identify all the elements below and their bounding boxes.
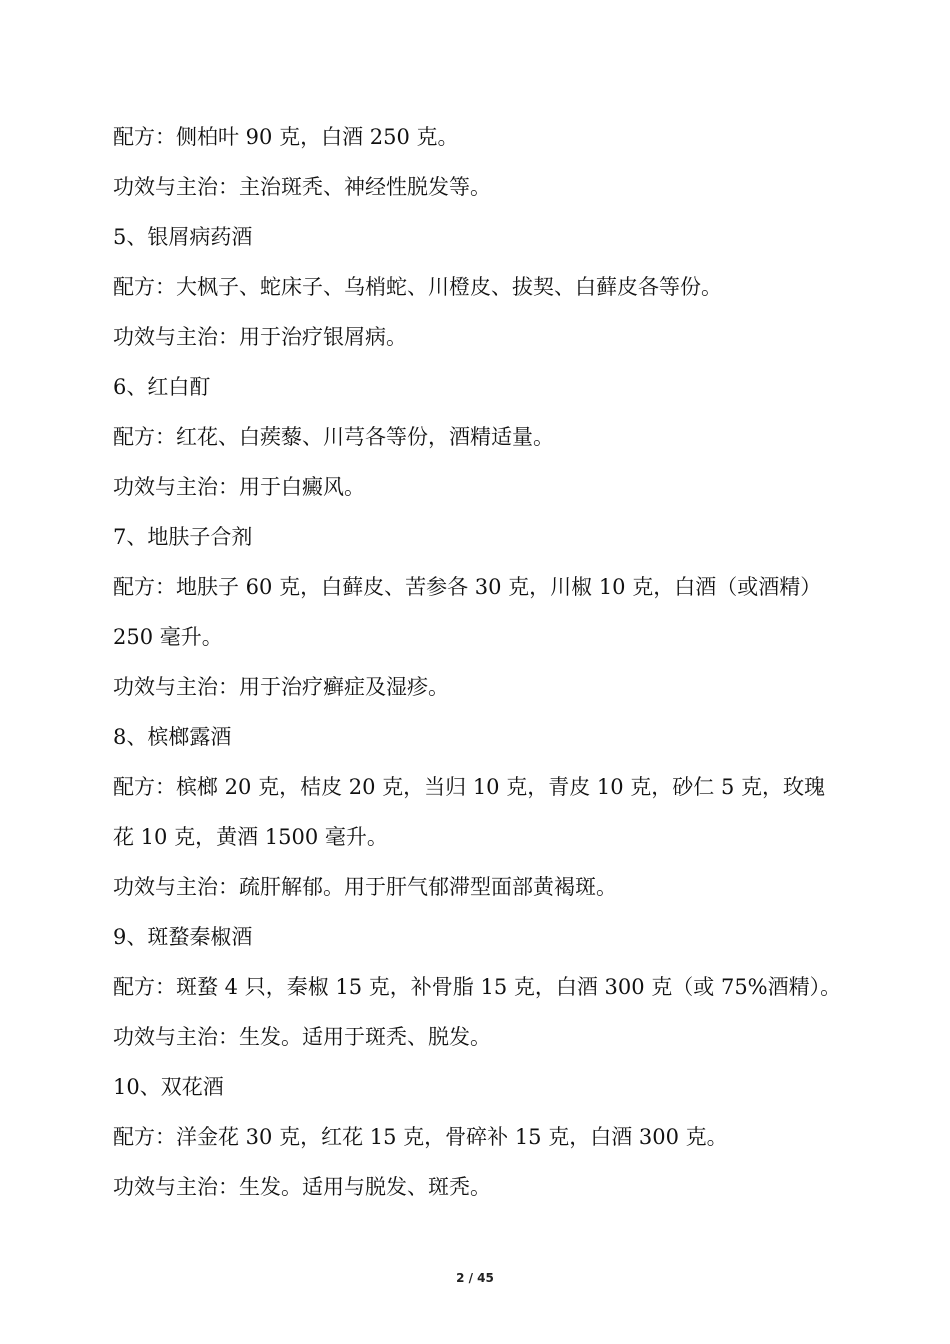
formula-line: 配方：红花、白蒺藜、川芎各等份，酒精适量。: [113, 425, 554, 449]
efficacy-line: 功效与主治：生发。适用于斑秃、脱发。: [113, 1025, 491, 1049]
section-heading: 6、红白酊: [113, 375, 211, 399]
efficacy-line: 功效与主治：生发。适用与脱发、斑秃。: [113, 1175, 491, 1199]
formula-line: 配方：侧柏叶 90 克，白酒 250 克。: [113, 125, 459, 149]
efficacy-line: 功效与主治：用于治疗癣症及湿疹。: [113, 675, 449, 699]
formula-line: 配方：斑蝥 4 只，秦椒 15 克，补骨脂 15 克，白酒 300 克（或 75%酒精）。: [113, 975, 842, 999]
section-heading: 8、槟榔露酒: [113, 725, 232, 749]
section-heading: 5、银屑病药酒: [113, 225, 253, 249]
section-heading: 10、双花酒: [113, 1075, 224, 1099]
efficacy-line: 功效与主治：主治斑秃、神经性脱发等。: [113, 175, 491, 199]
efficacy-line: 功效与主治：用于治疗银屑病。: [113, 325, 407, 349]
page-number: 2 / 45: [456, 1271, 494, 1285]
efficacy-line: 功效与主治：用于白癜风。: [113, 475, 365, 499]
formula-line: 配方：地肤子 60 克，白藓皮、苦参各 30 克，川椒 10 克，白酒（或酒精）: [113, 575, 822, 599]
formula-line: 配方：大枫子、蛇床子、乌梢蛇、川橙皮、拔契、白藓皮各等份。: [113, 275, 722, 299]
formula-line: 配方：槟榔 20 克，桔皮 20 克，当归 10 克，青皮 10 克，砂仁 5 克，玫瑰: [113, 775, 825, 799]
efficacy-line: 功效与主治：疏肝解郁。用于肝气郁滞型面部黄褐斑。: [113, 875, 617, 899]
section-heading: 9、斑蝥秦椒酒: [113, 925, 253, 949]
document-body: [113, 112, 843, 1212]
formula-line-continued: 花 10 克，黄酒 1500 毫升。: [113, 825, 388, 849]
formula-line: 配方：洋金花 30 克，红花 15 克，骨碎补 15 克，白酒 300 克。: [113, 1125, 728, 1149]
formula-line-continued: 250 毫升。: [113, 625, 223, 649]
section-heading: 7、地肤子合剂: [113, 525, 253, 549]
